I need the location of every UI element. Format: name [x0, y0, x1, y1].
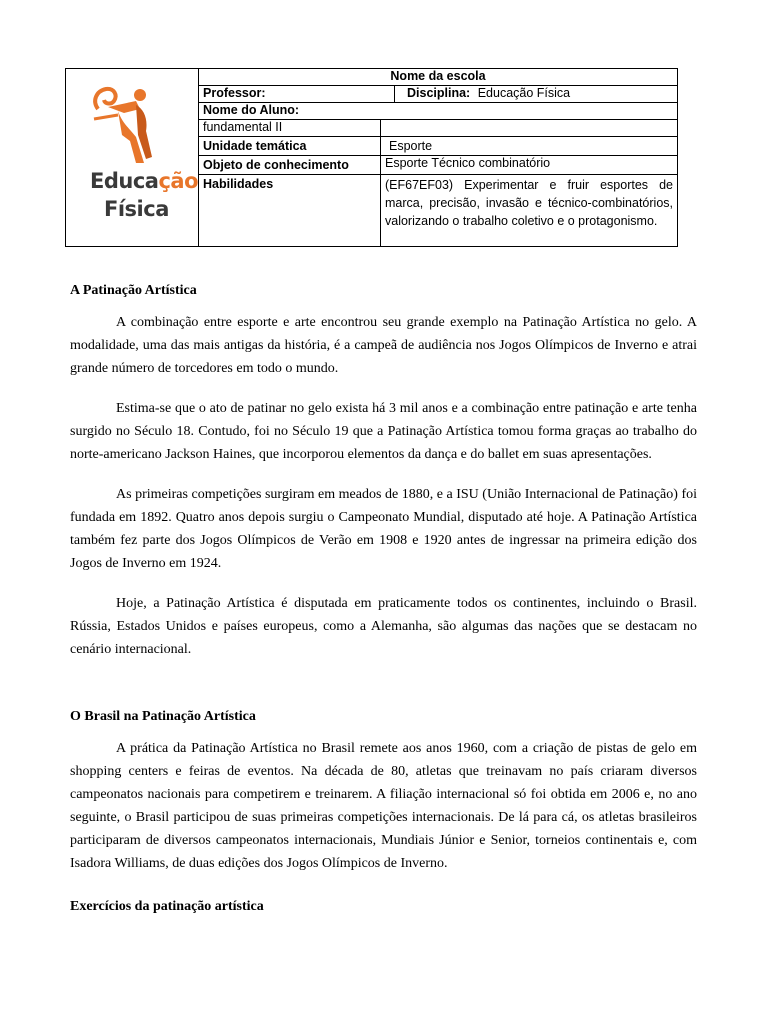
section2-title: O Brasil na Patinação Artística — [70, 709, 256, 724]
section3-title: Exercícios da patinação artística — [70, 899, 264, 914]
skills-row — [199, 175, 677, 246]
section1-title: A Patinação Artística — [70, 283, 197, 298]
subject-label: Disciplina: — [407, 86, 471, 100]
header-table — [65, 68, 678, 247]
logo-line1: Educação — [90, 169, 198, 193]
object-row — [199, 156, 677, 175]
section3 — [70, 899, 697, 915]
object-value: Esporte Técnico combinatório — [385, 156, 551, 170]
unit-row — [199, 137, 677, 156]
object-label: Objeto de conhecimento — [199, 156, 381, 174]
section2-paragraph: A prática da Patinação Artística no Brasil remete aos anos 1960, com a criação de pistas de gelo em shopping centers e feiras de eventos. Na década de 80, atletas que treinavam no país criaram diversos campeonatos nacionais para competirem e treinarem. A filiação internacional só foi obtida em 2006 e, no ano seguinte, o Brasil participou de suas primeiras competições internacionais. De lá para cá, os atletas brasileiros participaram de diversos campeonatos internacionais, Mundiais Júnior e Senior, torneios continentais e, com Isadora Williams, de duas edições dos Jogos Olímpicos de Inverno. — [70, 741, 697, 871]
skills-value: (EF67EF03) Experimentar e fruir esportes de marca, precisão, invasão e técnico-combinatórios, valorizando o trabalho coletivo e o protagonismo. — [385, 178, 673, 228]
section1 — [70, 283, 697, 661]
section1-paragraph: Hoje, a Patinação Artística é disputada em praticamente todos os continentes, incluindo o Brasil. Rússia, Estados Unidos e países europeus, como a Alemanha, são algumas das nações que se destacam no cenário internacional. — [70, 596, 697, 657]
section1-paragraph: Estima-se que o ato de patinar no gelo exista há 3 mil anos e a combinação entre patinação e arte tenha surgido no Século 18. Contudo, foi no Século 19 que a Patinação Artística tomou forma graças ao trabalho do norte-americano Jackson Haines, que incorporou elementos da dança e do ballet em suas apresentações. — [70, 401, 697, 462]
teacher-row — [199, 86, 677, 103]
section2 — [70, 709, 697, 875]
logo-line2: Física — [104, 197, 169, 221]
level-value: fundamental II — [199, 120, 381, 136]
teacher-label: Professor: — [199, 86, 395, 102]
subject-cell — [395, 86, 677, 100]
unit-value: Esporte — [389, 139, 433, 153]
level-row — [199, 120, 677, 137]
section1-paragraph: A combinação entre esporte e arte encontrou seu grande exemplo na Patinação Artística no gelo. A modalidade, uma das mais antigas da história, é a campeã de audiência nos Jogos Olímpicos de Inverno e atrai grande número de torcedores em todo o mundo. — [70, 315, 697, 376]
student-label: Nome do Aluno: — [203, 103, 300, 117]
unit-label: Unidade temática — [199, 137, 381, 155]
section1-paragraph: As primeiras competições surgiram em meados de 1880, e a ISU (União Internacional de Patinação) foi fundada em 1892. Quatro anos depois surgiu o Campeonato Mundial, disputado até hoje. A Patinação Artística também fez parte dos Jogos Olímpicos de Verão em 1908 e 1920 antes de ingressar na primeira edição dos Jogos de Inverno em 1924. — [70, 487, 697, 571]
subject-value: Educação Física — [477, 86, 571, 100]
logo-cell — [66, 69, 199, 246]
skills-label: Habilidades — [199, 175, 381, 246]
athlete-logo-icon — [78, 79, 188, 169]
school-name: Nome da escola — [390, 69, 486, 83]
school-name-row — [199, 69, 677, 86]
student-row — [199, 103, 677, 120]
